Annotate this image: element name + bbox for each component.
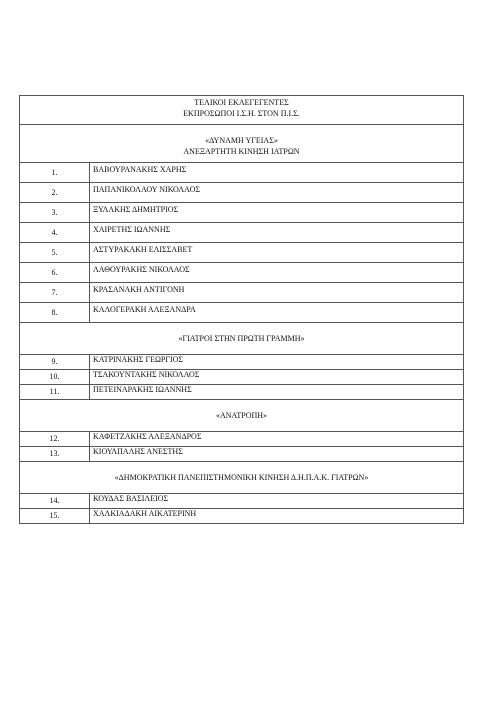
list-title-giatroi-prwti-grammi: «ΓΙΑΤΡΟΙ ΣΤΗΝ ΠΡΩΤΗ ΓΡΑΜΜΗ» [20, 323, 464, 355]
member-name: ΞΥΛΑΚΗΣ ΔΗΜΗΤΡΙΟΣ [90, 203, 464, 223]
member-number: 8. [20, 303, 90, 323]
member-name: ΠΕΤΕΙΝΑΡΑΚΗΣ ΙΩΑΝΝΗΣ [90, 385, 464, 400]
table-row [20, 243, 464, 263]
table-row [20, 447, 464, 462]
document-title-line: ΤΕΛΙΚΟΙ ΕΚΛΕΓΕΓΕΝΤΕΣ [194, 98, 289, 107]
table-row [20, 370, 464, 385]
member-number: 5. [20, 243, 90, 263]
member-name: ΛΑΘΟΥΡΑΚΗΣ ΝΙΚΟΛΑΟΣ [90, 263, 464, 283]
table-row [20, 509, 464, 524]
member-name: ΚΟΥΔΑΣ ΒΑΣΙΛΕΙΟΣ [90, 494, 464, 509]
member-number: 13. [20, 447, 90, 462]
member-number: 10. [20, 370, 90, 385]
table-row [20, 283, 464, 303]
member-name: ΠΑΠΑΝΙΚΟΛΑΟΥ ΝΙΚΟΛΑΟΣ [90, 183, 464, 203]
member-name: ΚΑΤΡΙΝΑΚΗΣ ΓΕΩΡΓΙΟΣ [90, 355, 464, 370]
member-number: 1. [20, 163, 90, 183]
document-title-row [20, 96, 464, 125]
list-title-anatropi: «ΑΝΑΤΡΟΠΗ» [20, 400, 464, 432]
member-name: ΚΙΟΥΛΠΑΛΗΣ ΑΝΕΣΤΗΣ [90, 447, 464, 462]
table-row [20, 223, 464, 243]
member-number: 4. [20, 223, 90, 243]
member-number: 7. [20, 283, 90, 303]
document-title [20, 96, 464, 125]
member-number: 3. [20, 203, 90, 223]
member-name: ΧΑΙΡΕΤΗΣ ΙΩΑΝΝΗΣ [90, 223, 464, 243]
member-number: 2. [20, 183, 90, 203]
member-number: 14. [20, 494, 90, 509]
table-row [20, 263, 464, 283]
list-title-row [20, 125, 464, 163]
table-row [20, 183, 464, 203]
member-name: ΧΑΛΚΙΑΔΑΚΗ ΑΙΚΑΤΕΡΙΝΗ [90, 509, 464, 524]
document-title-line: ΕΚΠΡΟΣΩΠΟΙ Ι.Σ.Η. ΣΤΟΝ Π.Ι.Σ. [183, 109, 300, 118]
list-title-row [20, 323, 464, 355]
member-name: ΚΑΛΟΓΕΡΑΚΗ ΑΛΕΞΑΝΔΡΑ [90, 303, 464, 323]
list-title-line: «ΔΥΝΑΜΗ ΥΓΕΙΑΣ» [205, 136, 278, 145]
list-title-row [20, 462, 464, 494]
table-row [20, 385, 464, 400]
table-row [20, 432, 464, 447]
table-row [20, 355, 464, 370]
member-number: 12. [20, 432, 90, 447]
member-name: ΚΡΑΣΑΝΑΚΗ ΑΝΤΙΓΟΝΗ [90, 283, 464, 303]
member-name: ΑΣΤΥΡΑΚΑΚΗ ΕΛΙΣΣΑΒΕΤ [90, 243, 464, 263]
member-name: ΚΑΦΕΤΖΑΚΗΣ ΑΛΕΞΑΝΔΡΟΣ [90, 432, 464, 447]
table-row [20, 303, 464, 323]
list-title-line: ΑΝΕΞΑΡΤΗΤΗ ΚΙΝΗΣΗ ΙΑΤΡΩΝ [183, 147, 300, 156]
elected-representatives-table [19, 95, 464, 524]
list-title-dipak-giatrwn: «ΔΗΜΟΚΡΑΤΙΚΗ ΠΑΝΕΠΙΣΤΗΜΟΝΙΚΗ ΚΙΝΗΣΗ Δ.Η.Π.Α.Κ. ΓΙΑΤΡΩΝ» [20, 462, 464, 494]
list-title-dynami-ygeias [20, 125, 464, 163]
member-number: 15. [20, 509, 90, 524]
table-row [20, 494, 464, 509]
table-row [20, 163, 464, 183]
member-number: 9. [20, 355, 90, 370]
member-number: 11. [20, 385, 90, 400]
list-title-row [20, 400, 464, 432]
member-number: 6. [20, 263, 90, 283]
table-row [20, 203, 464, 223]
member-name: ΤΣΑΚΟΥΝΤΑΚΗΣ ΝΙΚΟΛΑΟΣ [90, 370, 464, 385]
member-name: ΒΑΒΟΥΡΑΝΑΚΗΣ ΧΑΡΗΣ [90, 163, 464, 183]
